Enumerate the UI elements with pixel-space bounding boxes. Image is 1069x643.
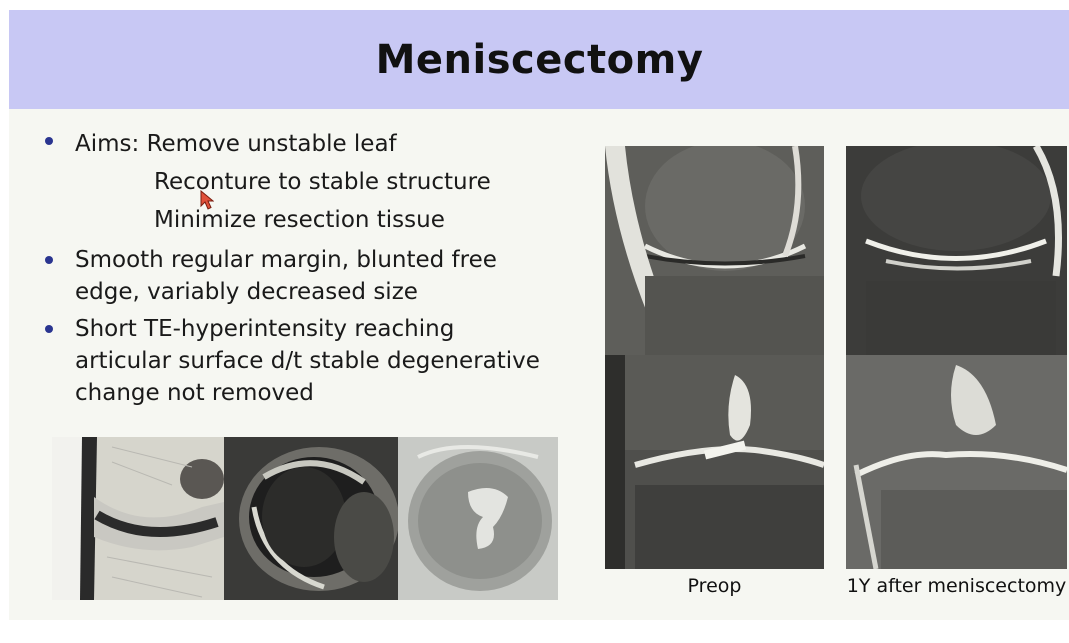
mri-sagittal-image <box>52 437 224 600</box>
sub-line: Minimize resection tissue <box>154 207 445 233</box>
bullet-item-aims <box>40 125 580 239</box>
bullet-dot <box>45 256 53 264</box>
bullet-line: Short TE-hyperintensity reaching <box>75 316 455 342</box>
bullet-list <box>40 125 580 414</box>
preop-coronal-mri <box>605 146 824 355</box>
bullet-item-hyperintensity <box>40 313 580 409</box>
bullet-line: Smooth regular margin, blunted free <box>75 247 497 273</box>
bullet-dot <box>45 325 53 333</box>
bullet-line: Aims: Remove unstable leaf <box>75 131 397 157</box>
preop-sagittal-mri <box>605 355 824 569</box>
post-sagittal-mri <box>846 355 1067 569</box>
mri-axial-image <box>224 437 398 600</box>
bullet-dot <box>45 137 53 145</box>
post-coronal-mri <box>846 146 1067 355</box>
bullet-line: change not removed <box>75 380 314 406</box>
bullet-line: edge, variably decreased size <box>75 279 418 305</box>
arthroscopy-image <box>398 437 558 600</box>
mouse-pointer-icon <box>200 190 214 210</box>
sub-line: Reconture to stable structure <box>154 169 491 195</box>
caption-preop: Preop <box>687 575 742 597</box>
slide-title: Meniscectomy <box>375 36 704 83</box>
bullet-item-margin <box>40 244 580 308</box>
bullet-line: articular surface d/t stable degenerative <box>75 348 540 374</box>
caption-post: 1Y after meniscectomy <box>846 575 1067 597</box>
title-bar <box>9 10 1069 109</box>
